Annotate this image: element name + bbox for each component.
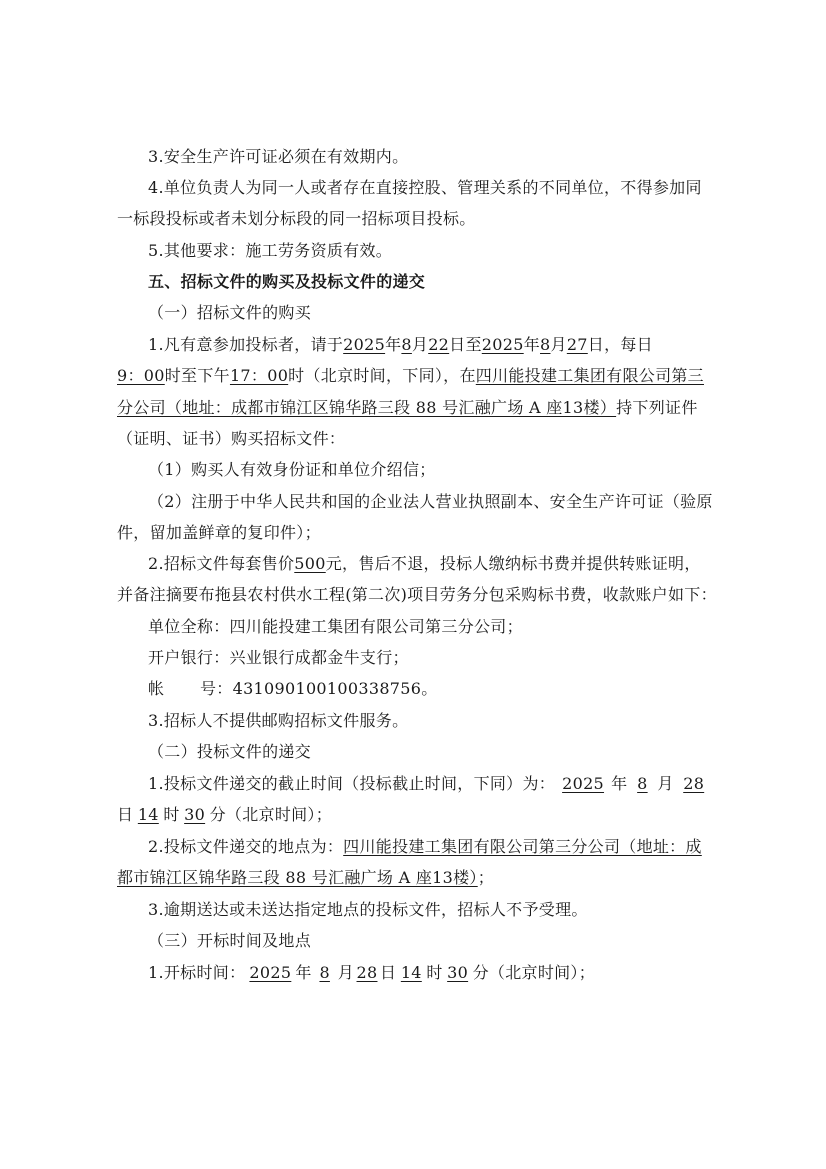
filled-value: 500 xyxy=(294,554,326,573)
filled-value: 22 xyxy=(428,335,450,354)
doc-line: 并备注摘要布拖县农村供水工程(第二次)项目劳务分包采购标书费，收款账户如下： xyxy=(117,585,717,604)
filled-value: 都市锦江区锦华路三段 88 号汇融广场 A 座13楼） xyxy=(117,868,478,887)
doc-line xyxy=(117,397,698,419)
text: 月 xyxy=(657,774,674,793)
doc-line xyxy=(117,365,704,387)
text: ； xyxy=(477,868,495,887)
text: 分（北京时间）； xyxy=(472,963,596,982)
text: 持下列证件 xyxy=(616,398,698,417)
subsection-heading: （二）投标文件的递交 xyxy=(148,742,312,761)
filled-value: 四川能投建工集团有限公司第三 xyxy=(475,366,704,385)
text: 元，售后不退，投标人缴纳标书费并提供转账证明， xyxy=(325,554,701,573)
filled-value: 9：00 xyxy=(117,366,165,385)
text: 1.投标文件递交的截止时间（投标截止时间，下同）为： xyxy=(148,774,556,793)
doc-line: 3.安全生产许可证必须在有效期内。 xyxy=(148,147,409,166)
doc-line: 4.单位负责人为同一人或者存在直接控股、管理关系的不同单位，不得参加同 xyxy=(148,178,702,197)
filled-value: 8 xyxy=(540,335,551,354)
filled-value: 四川能投建工集团有限公司第三分公司（地址：成 xyxy=(343,837,702,856)
text: 年 xyxy=(295,963,312,982)
filled-value: 28 xyxy=(356,963,378,982)
doc-line: （1）购买人有效身份证和单位介绍信； xyxy=(148,460,436,479)
doc-line xyxy=(117,804,332,826)
text: 日 xyxy=(117,805,134,824)
text: 日至 xyxy=(449,335,482,354)
text: 1.凡有意参加投标者，请于 xyxy=(148,335,344,354)
doc-line: 一标段投标或者未划分标段的同一招标项目投标。 xyxy=(117,209,476,228)
section-heading: 五、招标文件的购买及投标文件的递交 xyxy=(148,272,426,291)
filled-value: 30 xyxy=(184,805,206,824)
text: 2.招标文件每套售价 xyxy=(148,554,295,573)
text: 年 xyxy=(611,774,628,793)
filled-value: 2025 xyxy=(343,335,386,354)
filled-value: 分公司（地址：成都市锦江区锦华路三段 88 号汇融广场 A 座13楼） xyxy=(117,398,617,417)
text: 分（北京时间）； xyxy=(209,805,333,824)
doc-line: 开户银行：兴业银行成都金牛支行； xyxy=(148,648,409,667)
text: 1.开标时间： xyxy=(148,963,246,982)
filled-value: 14 xyxy=(400,963,422,982)
doc-line xyxy=(148,678,438,700)
doc-line xyxy=(148,773,714,795)
doc-line: 单位全称：四川能投建工集团有限公司第三分公司； xyxy=(148,617,523,636)
text: 时 xyxy=(426,963,443,982)
doc-line xyxy=(148,553,701,575)
text: 帐 xyxy=(148,679,165,698)
filled-value: 30 xyxy=(447,963,469,982)
filled-value: 2025 xyxy=(249,963,292,982)
filled-value: 8 xyxy=(637,774,648,793)
text: 时（北京时间，下同），在 xyxy=(288,366,476,385)
filled-value: 8 xyxy=(401,335,412,354)
text: 时至下午 xyxy=(164,366,230,385)
doc-line xyxy=(148,334,653,356)
text: 2.投标文件递交的地点为： xyxy=(148,837,344,856)
subsection-heading: （一）招标文件的购买 xyxy=(148,303,312,322)
doc-line: （2）注册于中华人民共和国的企业法人营业执照副本、安全生产许可证（验原 xyxy=(148,492,713,511)
text: 时 xyxy=(163,805,180,824)
filled-value: 2025 xyxy=(481,335,524,354)
filled-value: 2025 xyxy=(562,774,605,793)
doc-line: （证明、证书）购买招标文件： xyxy=(117,429,346,448)
text: 号：431090100100338756。 xyxy=(200,679,438,698)
text: 月 xyxy=(550,335,567,354)
subsection-heading: （三）开标时间及地点 xyxy=(148,931,312,950)
doc-line: 3.逾期送达或未送达指定地点的投标文件，招标人不予受理。 xyxy=(148,900,588,919)
filled-value: 14 xyxy=(137,805,159,824)
text: 年 xyxy=(385,335,402,354)
doc-line: 3.招标人不提供邮购招标文件服务。 xyxy=(148,711,409,730)
doc-line xyxy=(148,962,595,984)
text: 年 xyxy=(523,335,541,354)
text: 月 xyxy=(337,963,354,982)
text: 月 xyxy=(411,335,429,354)
filled-value: 17：00 xyxy=(229,366,289,385)
text: 日 xyxy=(380,963,397,982)
doc-line xyxy=(117,867,494,889)
filled-value: 27 xyxy=(566,335,588,354)
doc-line: 件，留加盖鲜章的复印件）； xyxy=(117,523,321,542)
text: 日，每日 xyxy=(587,335,653,354)
filled-value: 28 xyxy=(683,774,705,793)
filled-value: 8 xyxy=(319,963,330,982)
doc-line: 5.其他要求：施工劳务资质有效。 xyxy=(148,241,393,260)
doc-line xyxy=(148,836,702,858)
